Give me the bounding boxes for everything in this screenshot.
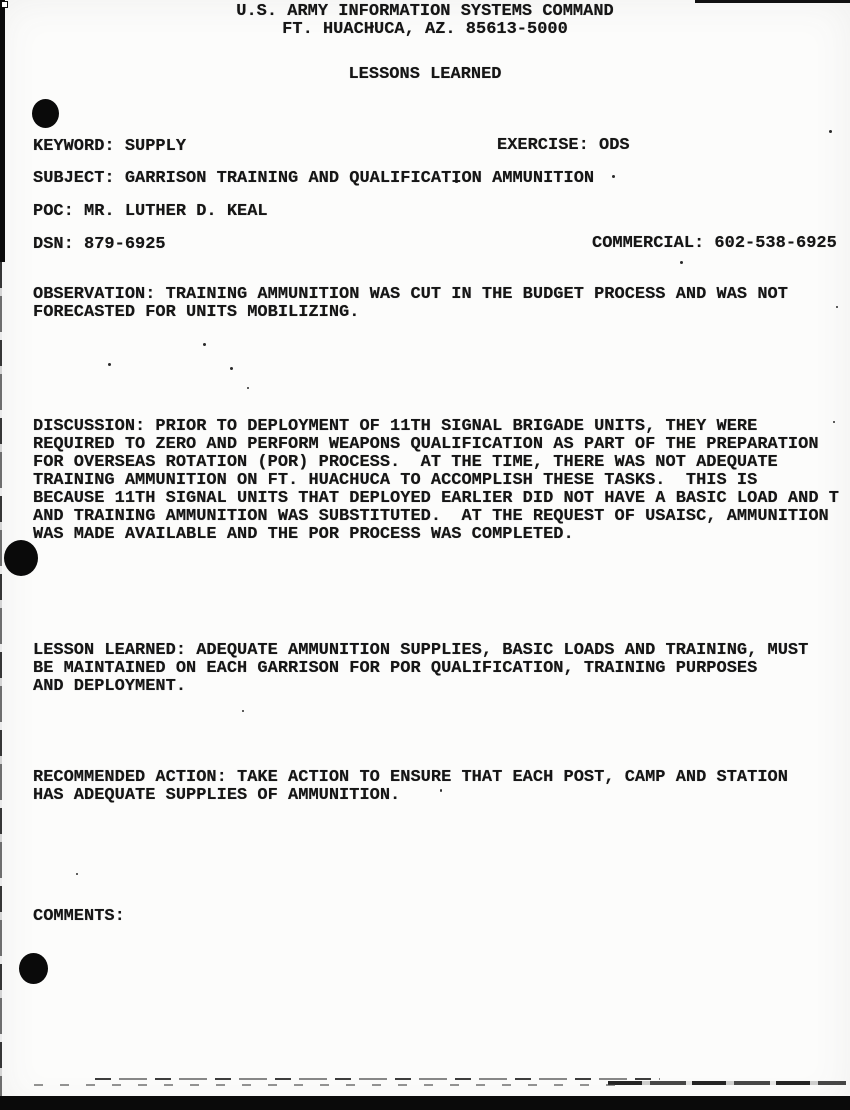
discussion-section <box>33 418 839 544</box>
scan-noise-line <box>608 1081 846 1085</box>
discussion-line: FOR OVERSEAS ROTATION (POR) PROCESS. AT THE TIME, THERE WAS NOT ADEQUATE <box>33 453 778 472</box>
scan-edge-bottom-bar <box>0 1096 850 1110</box>
recommended-action-section <box>33 769 788 805</box>
observation-section <box>33 286 788 322</box>
observation-line: OBSERVATION: TRAINING AMMUNITION WAS CUT IN THE BUDGET PROCESS AND WAS NOT <box>33 285 788 304</box>
recommended-action-line: HAS ADEQUATE SUPPLIES OF AMMUNITION. <box>33 786 401 805</box>
lesson-learned-line: AND DEPLOYMENT. <box>33 677 187 696</box>
dsn-field: DSN: 879-6925 <box>33 235 166 254</box>
discussion-line: TRAINING AMMUNITION ON FT. HUACHUCA TO ACCOMPLISH THESE TASKS. THIS IS <box>33 471 758 490</box>
document-title: LESSONS LEARNED <box>348 65 502 84</box>
scan-speck <box>76 873 78 875</box>
comments-label: COMMENTS: <box>33 907 125 926</box>
hole-punch-mark <box>19 953 48 984</box>
discussion-line: REQUIRED TO ZERO AND PERFORM WEAPONS QUALIFICATION AS PART OF THE PREPARATION <box>33 435 819 454</box>
discussion-line: WAS MADE AVAILABLE AND THE POR PROCESS WAS COMPLETED. <box>33 525 574 544</box>
poc-field: POC: MR. LUTHER D. KEAL <box>33 202 268 221</box>
hole-punch-mark <box>32 99 59 128</box>
discussion-line: AND TRAINING AMMUNITION WAS SUBSTITUTED. AT THE REQUEST OF USAISC, AMMUNITION <box>33 507 829 526</box>
letterhead-address-line: FT. HUACHUCA, AZ. 85613-5000 <box>282 20 568 39</box>
scan-speck <box>836 306 838 308</box>
scan-speck <box>680 261 683 264</box>
lesson-learned-section <box>33 642 808 696</box>
discussion-line: DISCUSSION: PRIOR TO DEPLOYMENT OF 11TH SIGNAL BRIGADE UNITS, THEY WERE <box>33 417 758 436</box>
scan-speck <box>612 175 615 178</box>
observation-line: FORECASTED FOR UNITS MOBILIZING. <box>33 303 360 322</box>
scan-speck <box>242 710 244 712</box>
scan-noise-line <box>34 1084 624 1086</box>
subject-field: SUBJECT: GARRISON TRAINING AND QUALIFICATION AMMUNITION <box>33 169 595 188</box>
keyword-field: KEYWORD: SUPPLY <box>33 137 187 156</box>
commercial-field: COMMERCIAL: 602-538-6925 <box>592 234 837 253</box>
recommended-action-line: RECOMMENDED ACTION: TAKE ACTION TO ENSURE THAT EACH POST, CAMP AND STATION <box>33 768 788 787</box>
scan-speck <box>108 363 111 366</box>
scan-speck <box>230 367 233 370</box>
hole-punch-mark <box>4 540 38 576</box>
scan-noise-line <box>95 1078 660 1080</box>
scan-edge-left-line <box>0 262 2 1096</box>
lesson-learned-line: BE MAINTAINED ON EACH GARRISON FOR POR QUALIFICATION, TRAINING PURPOSES <box>33 659 758 678</box>
discussion-line: BECAUSE 11TH SIGNAL UNITS THAT DEPLOYED EARLIER DID NOT HAVE A BASIC LOAD AND T <box>33 489 839 508</box>
scan-edge-left-bar <box>0 0 5 262</box>
letterhead-command-line: U.S. ARMY INFORMATION SYSTEMS COMMAND <box>236 2 614 21</box>
scan-speck <box>247 387 249 389</box>
scan-speck <box>829 130 832 133</box>
exercise-field: EXERCISE: ODS <box>497 136 630 155</box>
lesson-learned-line: LESSON LEARNED: ADEQUATE AMMUNITION SUPPLIES, BASIC LOADS AND TRAINING, MUST <box>33 641 809 660</box>
scan-speck <box>203 343 206 346</box>
